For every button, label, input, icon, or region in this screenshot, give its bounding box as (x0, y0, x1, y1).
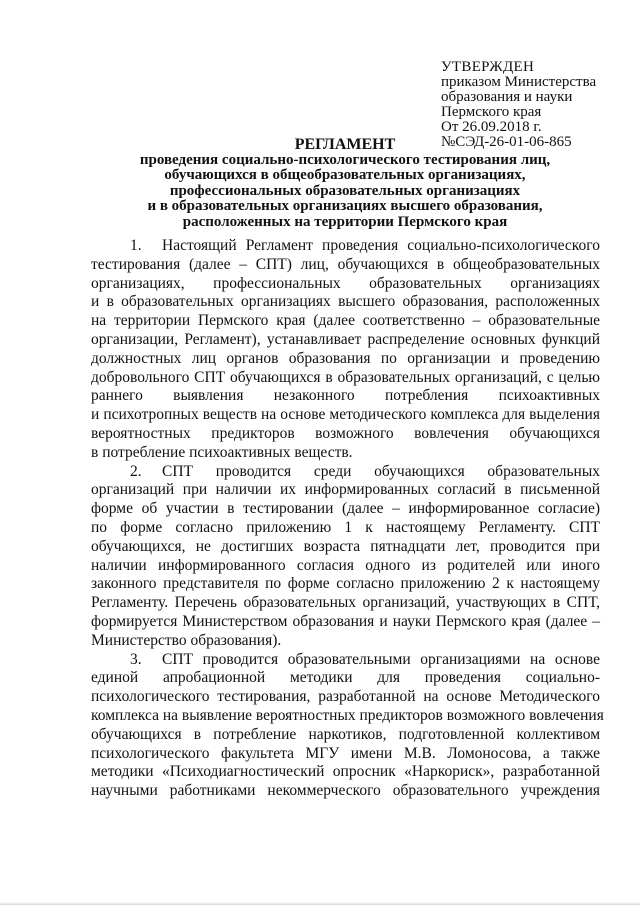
paragraph-line: Регламенту. Перечень образовательных организаций, участвующих в СПТ, (91, 594, 600, 612)
paragraph-text: Настоящий Регламент проведения социально-психологического (162, 237, 600, 254)
paragraph-line (91, 651, 600, 670)
paragraph (91, 650, 604, 801)
paragraph-line: законного представителя по форме согласно приложению 2 к настоящему (91, 575, 600, 593)
paragraph-line: на территории Пермского края (далее соответственно – образовательные (91, 312, 600, 330)
document-subtitle (90, 153, 600, 230)
paragraph-line: должностных лиц органов образования по организации и проведению (91, 349, 600, 367)
paragraph-number: 1. (130, 237, 142, 254)
paragraph-line: Министерство образования). (91, 631, 282, 649)
paragraph-line: форме об участии в тестировании (далее – информированное согласие) (91, 500, 600, 518)
paragraph-line: по форме согласно приложению 1 к настоящему Регламенту. СПТ (91, 518, 600, 536)
paragraph-line: методики «Психодиагностический опросник «Наркориск», разработанной (91, 763, 600, 781)
paragraph-number: 2. (130, 462, 142, 480)
paragraph-text: СПТ проводится образовательными организациями на основе (162, 650, 600, 668)
approval-line: От 26.09.2018 г. (441, 119, 542, 135)
paragraph-line: единой апробационной методики для проведения социально- (91, 669, 600, 687)
paragraph-line: обучающихся, не достигших возраста пятнадцати лет, проводится при (91, 537, 600, 555)
subtitle-line: обучающихся в общеобразовательных организациях, (164, 167, 526, 184)
paragraph-line: психологического факультета МГУ имени М.В. Ломоносова, а также (91, 744, 600, 762)
paragraph-line (91, 463, 600, 482)
paragraph (91, 237, 600, 463)
subtitle-line: проведения социально-психологического тестирования лиц, (139, 152, 551, 168)
paragraph-line: организациях, профессиональных образовательных организациях (91, 274, 600, 292)
paragraph-line (91, 237, 600, 256)
paragraph-line: тестирования (далее – СПТ) лиц, обучающихся в общеобразовательных (91, 255, 600, 273)
paragraph-line: психологического тестирования, разработанной на основе Методического (91, 688, 600, 706)
paragraph (91, 463, 600, 651)
paragraph-text: СПТ проводится среди обучающихся образовательных (162, 462, 600, 480)
paragraph-line: и в образовательных организациях высшего образования, расположенных (91, 293, 600, 311)
document-title: РЕГЛАМЕНТ (294, 136, 396, 153)
subtitle-line: профессиональных образовательных организациях (169, 182, 521, 199)
paragraph-line: комплекса на выявление вероятностных предикторов возможного вовлечения (91, 706, 604, 724)
paragraph-line: наличии информированного согласия одного из родителей или иного (91, 556, 600, 574)
paragraph-number: 3. (130, 650, 142, 668)
paragraph-line: в потребление психоактивных веществ. (91, 443, 353, 461)
paragraph-line: вероятностных предикторов возможного вовлечения обучающихся (91, 424, 600, 442)
paragraph-line: организаций при наличии их информированных согласий в письменной (91, 481, 600, 499)
approval-title: УТВЕРЖДЕН (441, 59, 535, 75)
paragraph-line: раннего выявления незаконного потребления психоактивных (91, 387, 600, 405)
approval-line: приказом Министерства (441, 74, 597, 90)
approval-line: образования и науки (441, 89, 573, 105)
approval-line: Пермского края (441, 104, 542, 120)
subtitle-line: расположенных на территории Пермского края (182, 213, 508, 230)
paragraph-line: научными работниками некоммерческого образовательного учреждения (91, 782, 600, 800)
subtitle-line: и в образовательных организациях высшего образования, (147, 198, 543, 215)
paragraph-line: обучающихся в потребление наркотиков, подготовленной коллективом (91, 725, 600, 743)
document-body (91, 237, 604, 801)
paragraph-line: добровольного СПТ обучающихся в образовательных организаций, с целью (91, 368, 600, 386)
paragraph-line: и психотропных веществ на основе методического комплекса для выделения (91, 406, 600, 424)
paragraph-line: организации, Регламент), устанавливает распределение основных функций (91, 330, 600, 348)
paragraph-line: формируется Министерством образования и науки Пермского края (далее – (91, 612, 600, 630)
approval-line: №СЭД-26-01-06-865 (441, 134, 572, 150)
